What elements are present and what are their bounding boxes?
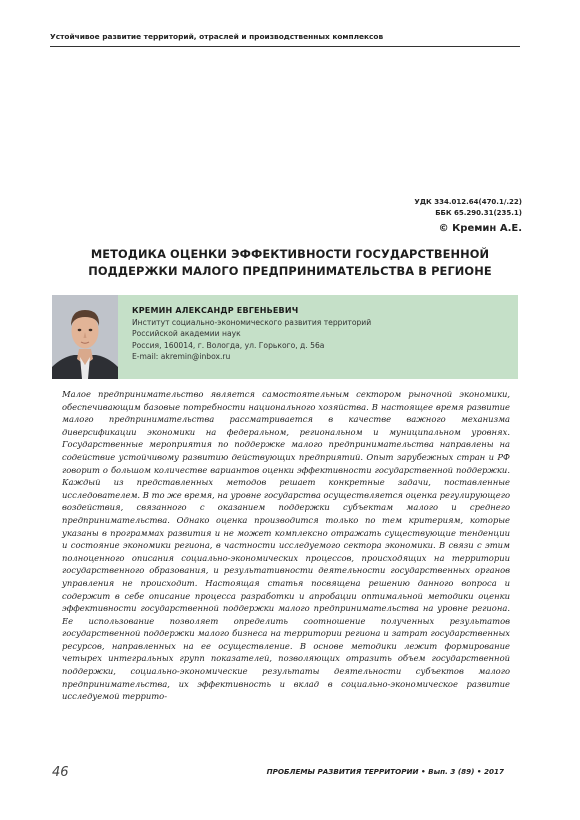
author-photo — [52, 295, 118, 379]
author-info — [132, 305, 371, 363]
abstract: Малое предпринимательство является самостоятельным сектором рыночной экономики, обеспечивающим базовые потребности национального хозяйства. В настоящее время развитие малого предпринимательства рассматривается в качестве важного механизма диверсификации экономики на федеральном, региональном и муниципальном уровнях. Государственные мероприятия по поддержке малого предпринимательства направлены на содействие устойчивому развитию действующих предприятий. Опыт зарубежных стран и РФ говорит о большом количестве вариантов оценки эффективности государственной поддержки. Каждый из представленных методов решает конкретные задачи, поставленные исследователем. В то же время, на уровне государства осуществляется оценка регулирующего воздействия, связанного с оказанием поддержки субъектам малого и среднего предпринимательства. Однако оценка производится только по тем критериям, которые указаны в программах развития и не может комплексно отражать существующие тенденции и состояние экономики региона, в частности исследуемого сектора экономики. В связи с этим полноценного описания социально-экономических процессов, происходящих на территории государственного образования, и результативности деятельности государственных органов управления не происходит. Настоящая статья посвящена решению данного вопроса и содержит в себе описание процесса разработки и апробации оптимальной методики оценки эффективности государственной поддержки малого предпринимательства на уровне региона. Ее использование позволяет определить соотношение полученных результатов государственной поддержки малого бизнеса на территории региона и затрат государственных ресурсов, направленных на ее осуществление. В основе методики лежит формирование четырех интегральных групп показателей, позволяющих отразить объем государственной поддержки, социально-экономические результаты деятельности субъектов малого предпринимательства, их эффективность и вклад в социально-экономическое развитие исследуемой террито- — [62, 389, 510, 702]
author-address: Россия, 160014, г. Вологда, ул. Горького, д. 56а — [132, 340, 325, 350]
running-head: Устойчивое развитие территорий, отраслей и производственных комплексов — [50, 32, 520, 47]
author-portrait-icon — [52, 295, 118, 379]
bbk-code: ББК 65.290.31(235.1) — [435, 209, 522, 217]
author-email[interactable]: E-mail: akremin@inbox.ru — [132, 352, 231, 362]
article-title: МЕТОДИКА ОЦЕНКИ ЭФФЕКТИВНОСТИ ГОСУДАРСТВЕННОЙ ПОДДЕРЖКИ МАЛОГО ПРЕДПРИНИМАТЕЛЬСТВА В РЕГИОНЕ — [88, 247, 492, 278]
udc-code: УДК 334.012.64(470.1/.22) — [414, 198, 522, 206]
author-name: КРЕМИН АЛЕКСАНДР ЕВГЕНЬЕВИЧ — [132, 306, 299, 315]
journal-footer: ПРОБЛЕМЫ РАЗВИТИЯ ТЕРРИТОРИИ • Вып. 3 (89) • 2017 — [266, 767, 504, 776]
author-box — [52, 295, 518, 379]
page-number: 46 — [52, 765, 69, 780]
author-affiliation: Институт социально-экономического развития территорий — [132, 317, 372, 327]
classification-block — [414, 197, 522, 236]
copyright-author: © Кремин А.Е. — [438, 223, 522, 234]
author-affiliation-academy: Российской академии наук — [132, 329, 241, 339]
